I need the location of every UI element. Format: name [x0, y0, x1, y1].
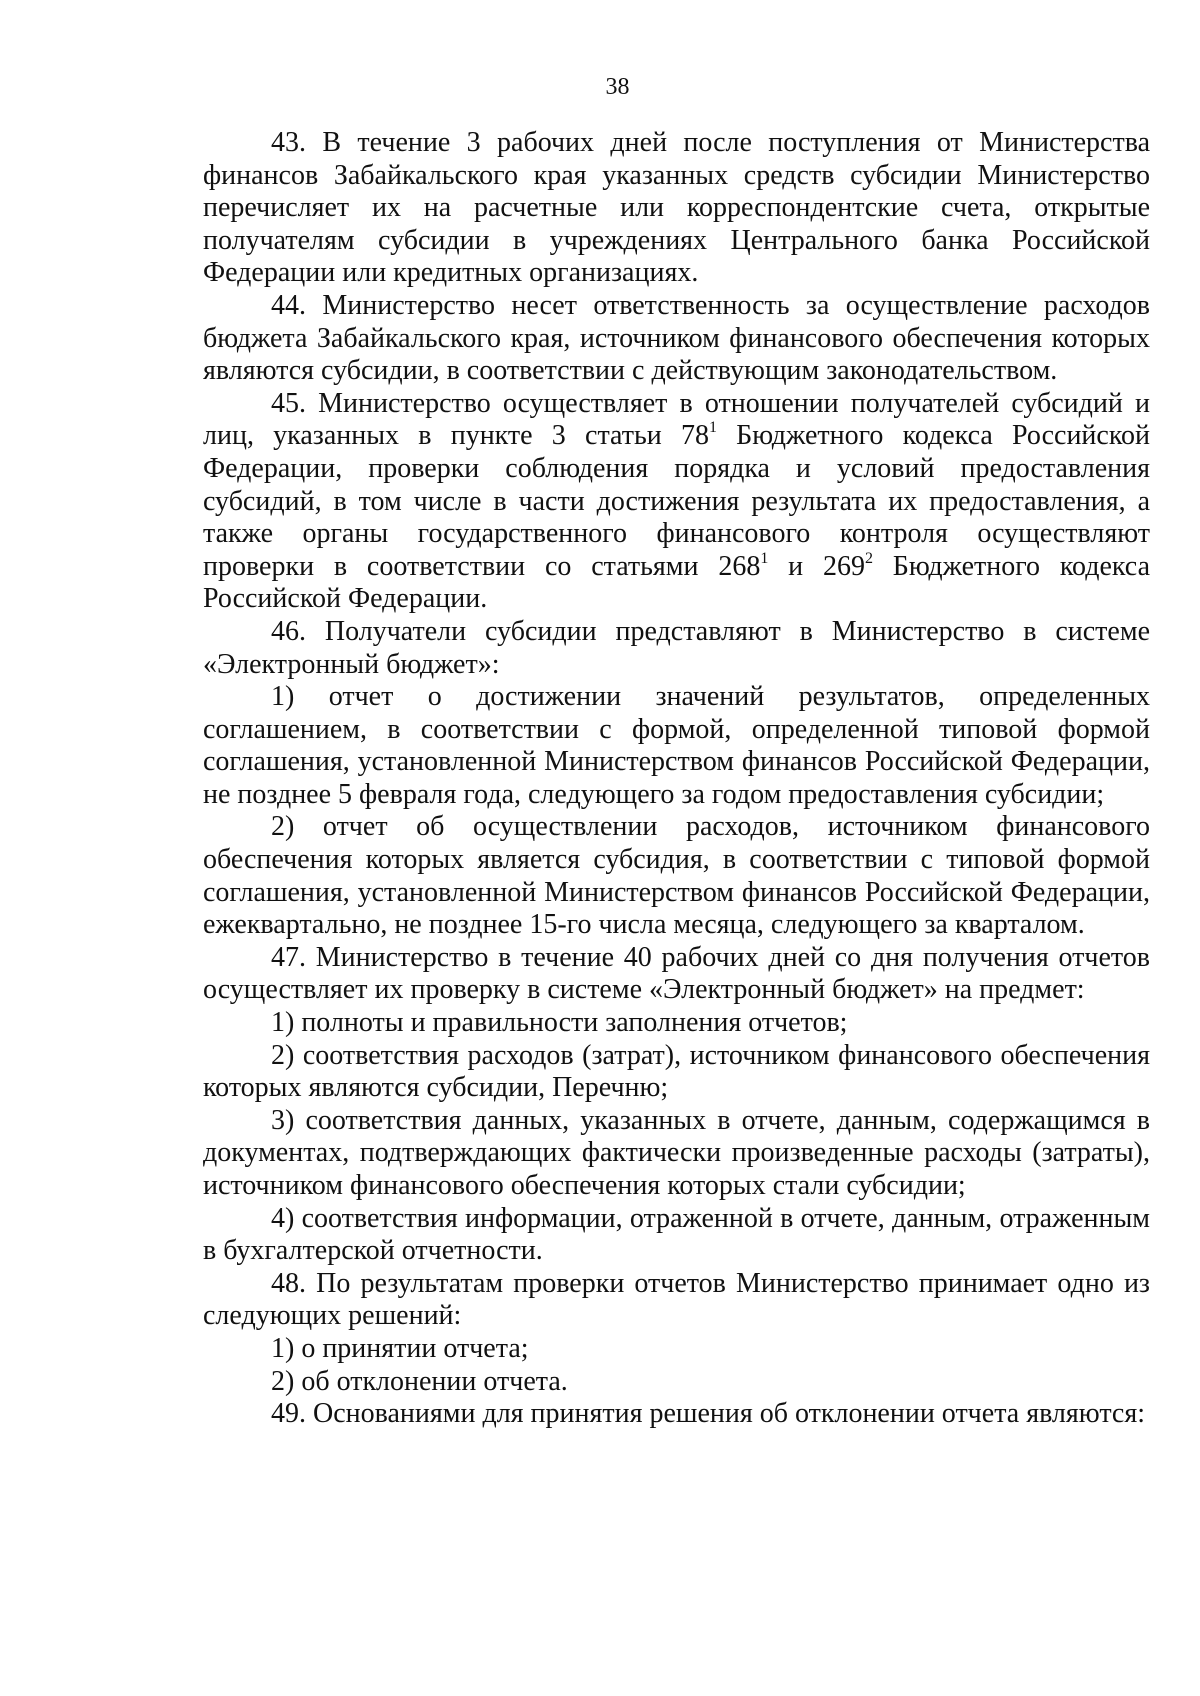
paragraph-text: 48. По результатам проверки отчетов Министерство принимает одно из следующих решений:: [203, 1267, 1150, 1332]
paragraph-text: 2) соответствия расходов (затрат), источником финансового обеспечения которых являются субсидии, Перечню;: [203, 1039, 1150, 1104]
paragraph: [203, 290, 1150, 388]
paragraph-text: 1) о принятии отчета;: [271, 1332, 529, 1364]
paragraph-text: 49. Основаниями для принятия решения об отклонении отчета являются:: [271, 1398, 1145, 1430]
paragraph: [203, 1203, 1150, 1268]
paragraph-text: 44. Министерство несет ответственность за осуществление расходов бюджета Забайкальского края, источником финансового обеспечения которых являются субсидии, в соответствии с действующим законодательством.: [203, 289, 1150, 387]
paragraph: [203, 127, 1150, 290]
paragraph: [203, 1007, 1150, 1040]
paragraph: [203, 1105, 1150, 1203]
superscript: 1: [708, 419, 717, 437]
paragraph-text: 4) соответствия информации, отраженной в отчете, данным, отраженным в бухгалтерской отчетности.: [203, 1202, 1150, 1267]
paragraph-text: и 269: [768, 550, 865, 582]
paragraph: [203, 1366, 1150, 1399]
paragraph-text: 47. Министерство в течение 40 рабочих дней со дня получения отчетов осуществляет их проверку в системе «Электронный бюджет» на предмет:: [203, 941, 1150, 1006]
paragraph: [203, 388, 1150, 616]
paragraph: [203, 1268, 1150, 1333]
page-number: 38: [605, 74, 630, 100]
paragraph: [203, 616, 1150, 681]
paragraph-text: 2) отчет об осуществлении расходов, источником финансового обеспечения которых является субсидия, в соответствии с типовой формой соглашения, установленной Министерством финансов Российской Федерации, ежеквартально, не позднее 15-го числа месяца, следующего за кварталом.: [203, 811, 1150, 941]
paragraph-text: 46. Получатели субсидии представляют в Министерство в системе «Электронный бюджет»:: [203, 615, 1150, 680]
paragraph-text: Бюджетного кодекса Российской Федерации.: [203, 550, 1150, 615]
paragraph: [203, 811, 1150, 941]
paragraph-text: 1) отчет о достижении значений результатов, определенных соглашением, в соответствии с формой, определенной типовой формой соглашения, установленной Министерством финансов Российской Федерации, не позднее 5 февраля года, следующего за годом предоставления субсидии;: [203, 681, 1150, 810]
paragraph: [203, 942, 1150, 1007]
paragraph-text: 2) об отклонении отчета.: [271, 1365, 568, 1397]
paragraph-text: 3) соответствия данных, указанных в отчете, данным, содержащимся в документах, подтверждающих фактически произведенные расходы (затраты), источником финансового обеспечения которых стали субсидии;: [203, 1104, 1150, 1201]
superscript: 2: [864, 549, 873, 567]
paragraph: [203, 1398, 1150, 1431]
superscript: 1: [760, 549, 769, 567]
paragraph-text: Бюджетного кодекса Российской Федерации, проверки соблюдения порядка и условий предоставления субсидий, в том числе в части достижения результата их предоставления, а также органы государственного финансового контроля осуществляют проверки в соответствии со статьями 268: [203, 420, 1151, 582]
paragraph: [203, 1040, 1150, 1105]
paragraph-text: 45. Министерство осуществляет в отношении получателей субсидий и лиц, указанных в пункте 3 статьи 78: [203, 387, 1150, 452]
paragraph: [203, 681, 1150, 811]
paragraph-text: 1) полноты и правильности заполнения отчетов;: [271, 1007, 848, 1039]
paragraph-text: 43. В течение 3 рабочих дней после поступления от Министерства финансов Забайкальского края указанных средств субсидии Министерство перечисляет их на расчетные или корреспондентские счета, открытые получателям субсидии в учреждениях Центрального банка Российской Федерации или кредитных организациях.: [203, 127, 1150, 289]
paragraph: [203, 1333, 1150, 1366]
document-body: [203, 127, 1150, 1431]
